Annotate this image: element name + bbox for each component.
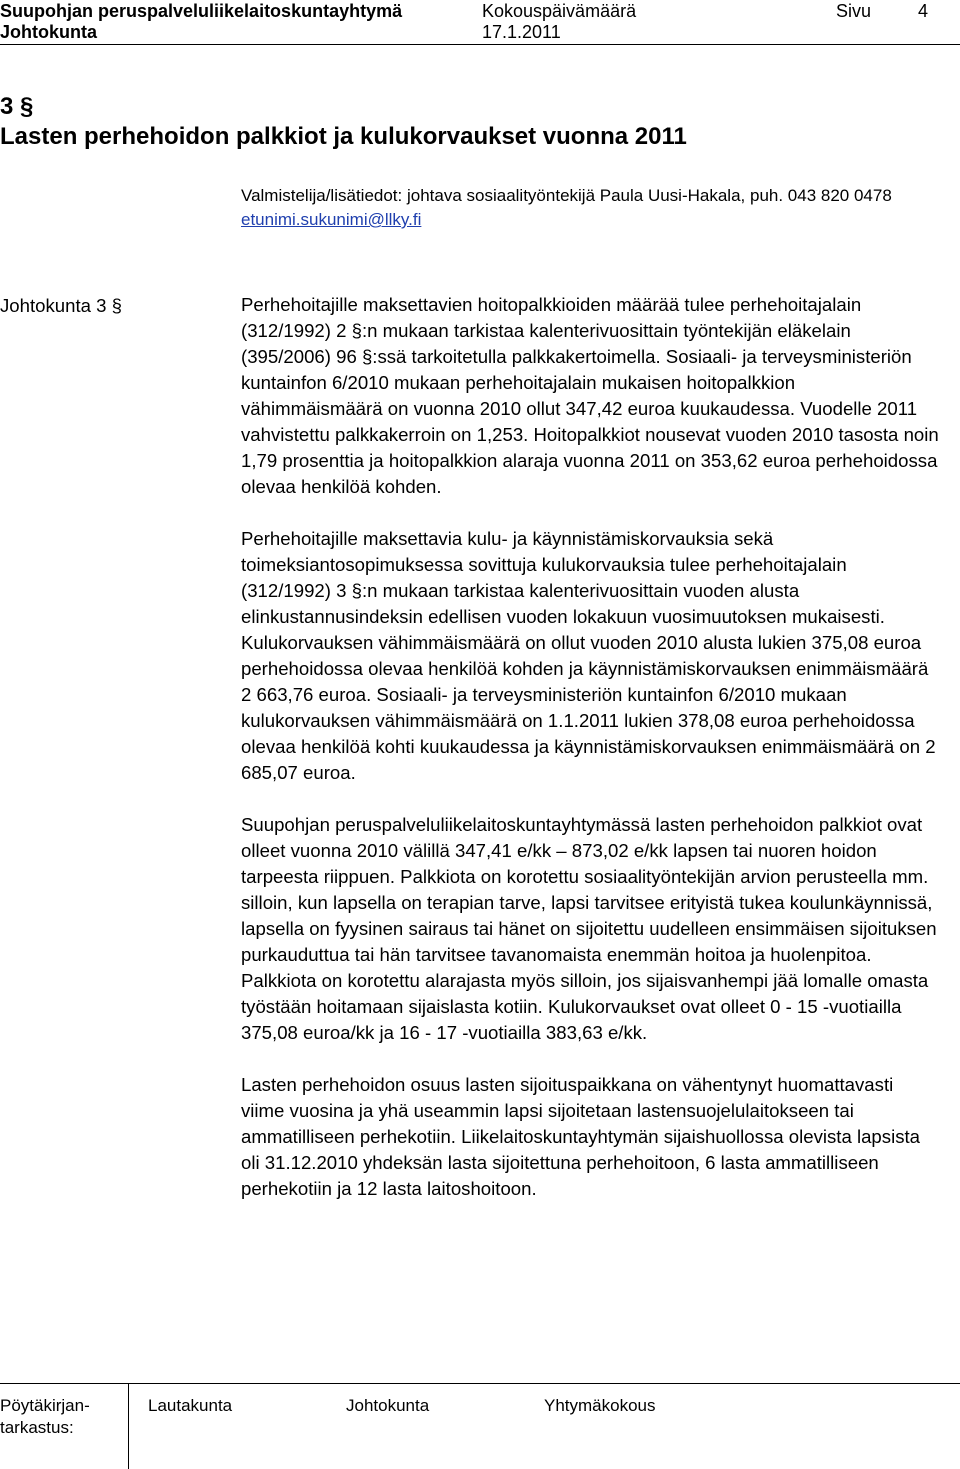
header-page-number: 4	[918, 1, 929, 21]
header-divider	[0, 44, 960, 45]
page-header	[0, 0, 960, 44]
preparer-info	[241, 184, 941, 232]
header-body: Johtokunta	[0, 22, 97, 42]
paragraph: Suupohjan peruspalveluliikelaitoskuntayhtymässä lasten perhehoidon palkkiot ovat olleet vuonna 2010 välillä 347,41 e/kk – 873,02 e/kk lapsen tai nuoren hoidon tarpeesta riippuen. Palkkiota on korotettu sosiaalityöntekijän arvion perusteella mm. silloin, kun lapsella on terapian tarve, lapsi tarvitsee erityistä tukea koulunkäynnissä, lapsella on fyysinen sairaus tai hänet on sijoitettu uudelleen ensimmäisen sijoituksen purkauduttua tai hän tarvitsee tavanomaista enemmän hoitoa ja huolenpitoa. Palkkiota on korotettu alarajasta myös silloin, jos sijaisvanhempi jää lomalle omasta työstään hoitamaan sijaislasta kotiin. Kulukorvaukset ovat olleet 0 - 15 -vuotiailla 375,08 euroa/kk ja 16 - 17 -vuotiailla 383,63 e/kk.	[241, 814, 937, 1043]
preparer-text: Valmistelija/lisätiedot: johtava sosiaalityöntekijä Paula Uusi-Hakala, puh. 043 820 0478	[241, 186, 892, 205]
footer-divider	[0, 1383, 960, 1384]
decision-label: Johtokunta 3 §	[0, 295, 122, 316]
section-number: 3 §	[0, 93, 34, 120]
header-page-label: Sivu	[836, 1, 872, 21]
header-meeting-date-label: Kokouspäivämäärä	[482, 1, 637, 21]
footer-col-johtokunta: Johtokunta	[346, 1396, 430, 1415]
paragraph: Perhehoitajille maksettavia kulu- ja käynnistämiskorvauksia sekä toimeksiantosopimuksessa sovittuja kulukorvauksia tulee perhehoitajalain (312/1992) 3 §:n mukaan tarkistaa kalenterivuosittain vuoden alusta elinkustannusindeksin edellisen vuoden lokakuun vuosimuutoksen mukaisesti. Kulukorvauksen vähimmäismäärä on ollut vuoden 2010 alusta lukien 375,08 euroa perhehoidossa olevaa henkilöä kohden ja käynnistämiskorvauksen enimmäismäärä 2 663,76 euroa. Sosiaali- ja terveysministeriön kuntainfon 6/2010 mukaan kulukorvauksen vähimmäismäärä on 1.1.2011 lukien 378,08 euroa perhehoidossa olevaa henkilöä kohti kuukaudessa ja käynnistämiskorvauksen enimmäismäärä on 2 685,07 euroa.	[241, 528, 936, 783]
preparer-email-link[interactable]: etunimi.sukunimi@llky.fi	[241, 210, 422, 229]
header-date: 17.1.2011	[482, 22, 561, 42]
footer-col-yhtymakokous: Yhtymäkokous	[544, 1396, 656, 1415]
footer-col-lautakunta: Lautakunta	[148, 1396, 233, 1415]
paragraph: Perhehoitajille maksettavien hoitopalkkioiden määrää tulee perhehoitajalain (312/1992) 2 §:n mukaan tarkistaa kalenterivuosittain työntekijän eläkelain (395/2006) 96 §:ssä tarkoitetulla palkkakertoimella. Sosiaali- ja terveysministeriön kuntainfon 6/2010 mukaan perhehoitajalain mukaisen hoitopalkkion vähimmäismäärä on vuonna 2010 ollut 347,42 euroa kuukaudessa. Vuodelle 2011 vahvistettu palkkakerroin on 1,253. Hoitopalkkiot nousevat vuoden 2010 tasosta noin 1,79 prosenttia ja hoitopalkkion alaraja vuonna 2011 on 353,62 euroa perhehoidossa olevaa henkilöä kohden.	[241, 294, 939, 497]
paragraph: Lasten perhehoidon osuus lasten sijoituspaikkana on vähentynyt huomattavasti viime vuosina ja yhä useammin lapsi sijoitetaan lastensuojelulaitokseen tai ammatilliseen perhekotiin. Liikelaitoskuntayhtymän sijaishuollossa olevista lapsista oli 31.12.2010 yhdeksän lasta sijoitettuna perhehoitoon, 6 lasta ammatilliseen perhekotiin ja 12 lasta laitoshoitoon.	[241, 1074, 921, 1199]
section-title: Lasten perhehoidon palkkiot ja kulukorvaukset vuonna 2011	[0, 123, 687, 150]
document-body	[241, 292, 941, 1228]
header-org: Suupohjan peruspalveluliikelaitoskuntayhtymä	[0, 1, 403, 21]
footer-checker-label: Pöytäkirjan- tarkastus:	[0, 1396, 90, 1437]
footer-column-divider	[128, 1384, 129, 1469]
